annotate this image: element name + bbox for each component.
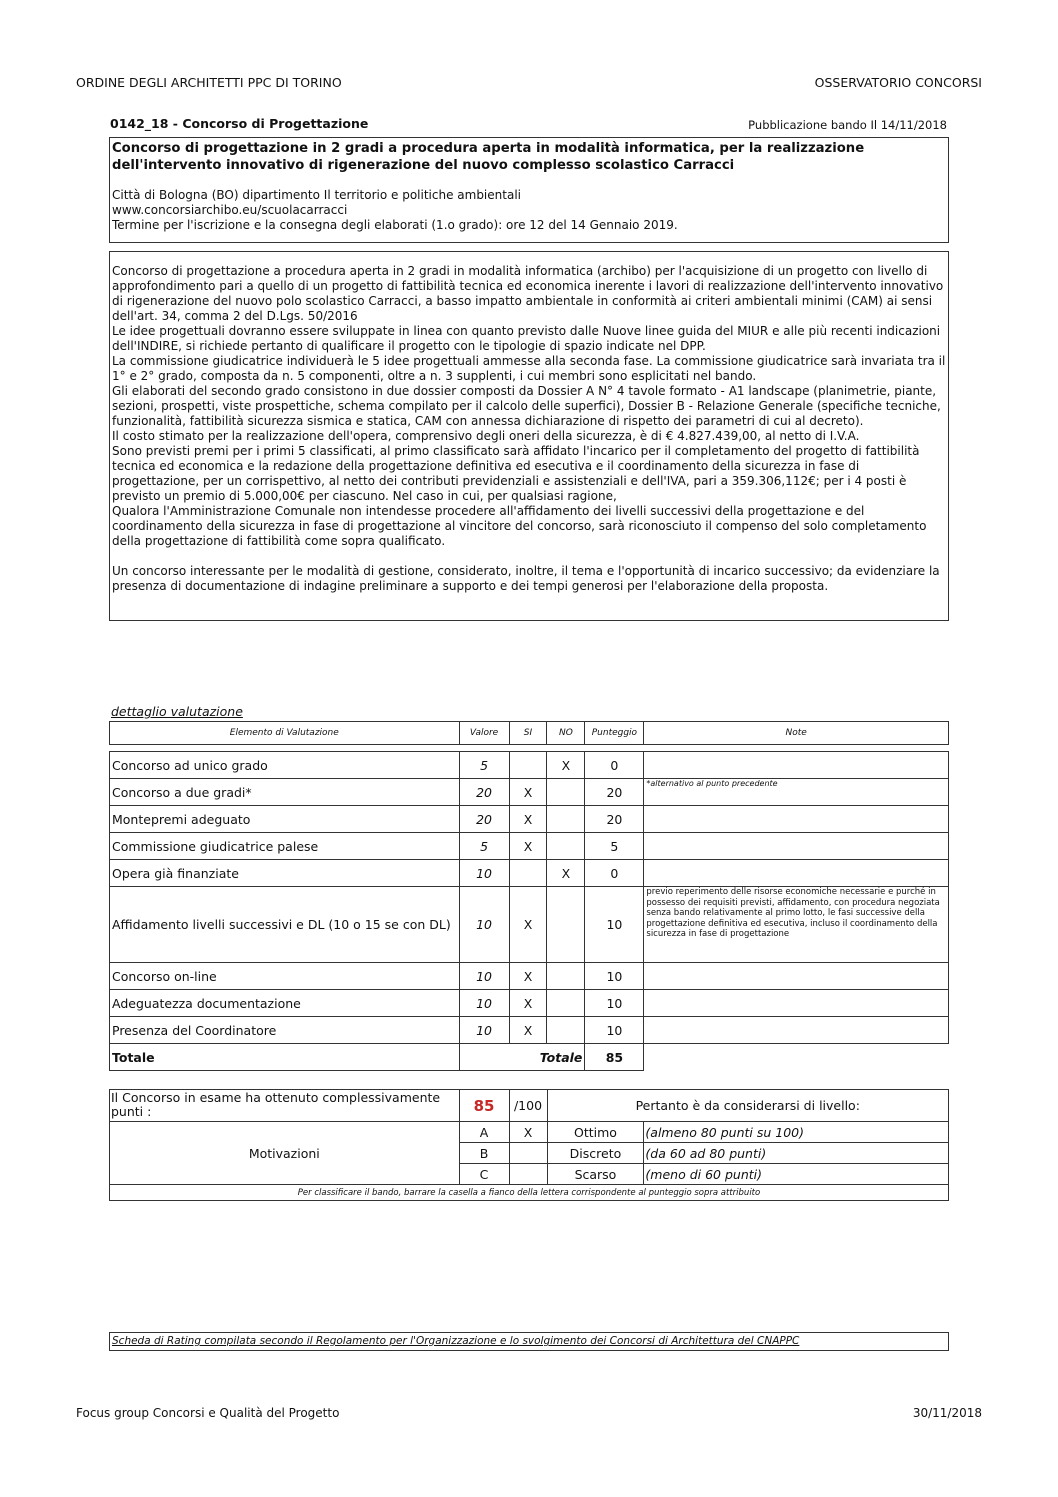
col-header-note: Note xyxy=(644,722,949,745)
score-summary-table xyxy=(109,1089,949,1201)
col-header-score: Punteggio xyxy=(585,722,644,745)
row-no xyxy=(547,779,585,806)
score-points: 85 xyxy=(459,1090,509,1122)
level-letter: A xyxy=(459,1122,509,1143)
table-row xyxy=(110,963,949,990)
row-element: Montepremi adeguato xyxy=(110,806,460,833)
score-out-of: /100 xyxy=(509,1090,547,1122)
row-value: 10 xyxy=(459,860,509,887)
row-note xyxy=(644,963,949,990)
row-element: Opera già finanziate xyxy=(110,860,460,887)
footer-left: Focus group Concorsi e Qualità del Progetto xyxy=(76,1406,340,1420)
row-value: 20 xyxy=(459,806,509,833)
description-box xyxy=(109,251,949,621)
row-note xyxy=(644,752,949,779)
description-paragraph: La commissione giudicatrice individuerà le 5 idee progettuali ammesse alla seconda fase. La commissione giudicatrice sarà invariata tra il 1° e 2° grado, composta da n. 5 componenti, oltre a n. 3 supplenti, i cui membri sono esplicitati nel bando. xyxy=(112,354,946,383)
header-right: OSSERVATORIO CONCORSI xyxy=(814,75,982,90)
evaluation-table xyxy=(109,721,949,1071)
row-value: 10 xyxy=(459,887,509,963)
competition-code: 0142_18 - Concorso di Progettazione xyxy=(110,116,369,131)
level-range: (da 60 ad 80 punti) xyxy=(644,1143,949,1164)
table-row xyxy=(110,833,949,860)
row-value: 10 xyxy=(459,1017,509,1044)
row-score: 20 xyxy=(585,806,644,833)
total-label: Totale xyxy=(110,1044,460,1071)
row-element: Concorso a due gradi* xyxy=(110,779,460,806)
row-no xyxy=(547,1017,585,1044)
level-name: Scarso xyxy=(547,1164,644,1185)
col-header-si: SI xyxy=(509,722,547,745)
level-checkbox[interactable] xyxy=(509,1143,547,1164)
row-no: X xyxy=(547,860,585,887)
deadline: Termine per l'iscrizione e la consegna degli elaborati (1.o grado): ore 12 del 14 Gennaio 2019. xyxy=(112,218,678,232)
row-no xyxy=(547,963,585,990)
description-paragraph: Gli elaborati del secondo grado consistono in due dossier composti da Dossier A N° 4 tavole formato - A1 landscape (planimetrie, piante, sezioni, prospetti, viste prospettiche, schema compilato per il calcolo delle superfici), Dossier B - Relazione Generale (specifiche tecniche, funzionalità, fattibilità sicurezza sismica e statica, CAM con annessa dichiarazione di rispetto dei parametri di cui al decreto). xyxy=(112,384,941,428)
description-paragraph: Un concorso interessante per le modalità di gestione, considerato, inoltre, il tema e l'opportunità di incarico successivo; da evidenziare la presenza di documentazione di indagine preliminare a supporto e dei tempi generosi per l'elaborazione della proposta. xyxy=(112,564,940,593)
row-note: previo reperimento delle risorse economiche necessarie e purché in possesso dei requisiti previsti, affidamento, con procedura negoziata senza bando relativamente al primo lotto, le fasi successive della progettazione definitiva ed esecutiva, incluso il coordinamento della sicurezza in fase di progettazione xyxy=(644,887,949,963)
score-text: Il Concorso in esame ha ottenuto complessivamente punti : xyxy=(110,1090,460,1122)
row-element: Affidamento livelli successivi e DL (10 o 15 se con DL) xyxy=(110,887,460,963)
row-element: Presenza del Coordinatore xyxy=(110,1017,460,1044)
col-header-element: Elemento di Valutazione xyxy=(110,722,460,745)
level-name: Ottimo xyxy=(547,1122,644,1143)
row-no xyxy=(547,990,585,1017)
row-value: 10 xyxy=(459,963,509,990)
level-row-a xyxy=(110,1122,949,1143)
level-name: Discreto xyxy=(547,1143,644,1164)
row-score: 0 xyxy=(585,860,644,887)
description-paragraph: Sono previsti premi per i primi 5 classificati, al primo classificato sarà affidato l'incarico per il completamento del progetto di fattibilità tecnica ed economica e la redazione della progettazione definitiva ed esecutiva e il coordinamento della sicurezza in fase di progettazione, per un corrispettivo, al netto dei contributi previdenziali e assistenziali e dell'IVA, pari a 359.306,112€; per i 4 posti è previsto un premio di 5.000,00€ per ciascuno. Nel caso in cui, per qualsiasi ragione, xyxy=(112,444,920,503)
row-si: X xyxy=(509,806,547,833)
total-label-right: Totale xyxy=(459,1044,585,1071)
col-header-no: NO xyxy=(547,722,585,745)
footnote-row xyxy=(110,1185,949,1201)
row-si: X xyxy=(509,887,547,963)
col-header-value: Valore xyxy=(459,722,509,745)
score-row xyxy=(110,1090,949,1122)
level-text: Pertanto è da considerarsi di livello: xyxy=(547,1090,949,1122)
competition-title: Concorso di progettazione in 2 gradi a procedura aperta in modalità informatica, per la realizzazione dell'intervento innovativo di rigenerazione del nuovo complesso scolastico Carracci xyxy=(112,141,865,173)
row-score: 10 xyxy=(585,887,644,963)
total-row xyxy=(110,1044,949,1071)
row-note xyxy=(644,860,949,887)
table-row xyxy=(110,752,949,779)
row-value: 5 xyxy=(459,752,509,779)
level-range: (almeno 80 punti su 100) xyxy=(644,1122,949,1143)
level-letter: C xyxy=(459,1164,509,1185)
table-row xyxy=(110,860,949,887)
description-paragraph: Il costo stimato per la realizzazione dell'opera, comprensivo degli oneri della sicurezza, è di € 4.827.439,00, al netto di I.V.A. xyxy=(112,429,860,443)
motivazioni-label: Motivazioni xyxy=(110,1122,460,1185)
level-checkbox[interactable]: X xyxy=(509,1122,547,1143)
row-si: X xyxy=(509,963,547,990)
row-note: *alternativo al punto precedente xyxy=(644,779,949,806)
row-value: 5 xyxy=(459,833,509,860)
table-row xyxy=(110,779,949,806)
row-score: 5 xyxy=(585,833,644,860)
row-si: X xyxy=(509,990,547,1017)
row-score: 10 xyxy=(585,990,644,1017)
table-row xyxy=(110,806,949,833)
contracting-entity: Città di Bologna (BO) dipartimento Il territorio e politiche ambientali xyxy=(112,188,521,202)
footer-right: 30/11/2018 xyxy=(912,1406,982,1420)
row-note xyxy=(644,1017,949,1044)
publication-date: Pubblicazione bando Il 14/11/2018 xyxy=(748,118,947,132)
level-range: (meno di 60 punti) xyxy=(644,1164,949,1185)
description-paragraph: Qualora l'Amministrazione Comunale non intendesse procedere all'affidamento dei livelli successivi della progettazione e del coordinamento della sicurezza in fase di progettazione al vincitore del concorso, sarà riconosciuto il compenso del solo completamento della progettazione di fattibilità come sopra qualificato. xyxy=(112,504,927,548)
table-header-row xyxy=(110,722,949,745)
title-box xyxy=(109,137,949,243)
row-si xyxy=(509,860,547,887)
row-si: X xyxy=(509,779,547,806)
description-paragraph: Concorso di progettazione a procedura aperta in 2 gradi in modalità informatica (archibo) per l'acquisizione di un progetto con livello di approfondimento pari a quello di un progetto di fattibilità tecnica ed economica inerente i lavori di realizzazione dell'intervento innovativo di rigenerazione del nuovo polo scolastico Carracci, a basso impatto ambientale in conformità ai criteri ambientali minimi (CAM) ai sensi dell'art. 34, comma 2 del D.Lgs. 50/2016 xyxy=(112,264,944,323)
row-element: Concorso on-line xyxy=(110,963,460,990)
row-value: 20 xyxy=(459,779,509,806)
row-note xyxy=(644,833,949,860)
row-no xyxy=(547,887,585,963)
table-row xyxy=(110,1017,949,1044)
row-no: X xyxy=(547,752,585,779)
row-score: 10 xyxy=(585,1017,644,1044)
row-element: Commissione giudicatrice palese xyxy=(110,833,460,860)
row-value: 10 xyxy=(459,990,509,1017)
row-note xyxy=(644,806,949,833)
evaluation-title: dettaglio valutazione xyxy=(111,704,243,719)
table-row xyxy=(110,887,949,963)
row-si: X xyxy=(509,833,547,860)
competition-website[interactable]: www.concorsiarchibo.eu/scuolacarracci xyxy=(112,203,348,217)
total-score: 85 xyxy=(585,1044,644,1071)
level-checkbox[interactable] xyxy=(509,1164,547,1185)
level-letter: B xyxy=(459,1143,509,1164)
score-footnote: Per classificare il bando, barrare la casella a fianco della lettera corrispondente al punteggio sopra attribuito xyxy=(110,1185,949,1201)
row-score: 10 xyxy=(585,963,644,990)
description-paragraph: Le idee progettuali dovranno essere sviluppate in linea con quanto previsto dalle Nuove linee guida del MIUR e alle più recenti indicazioni dell'INDIRE, si richiede pertanto di qualificare il progetto con le tipologie di spazio indicate nel DPP. xyxy=(112,324,941,353)
row-si: X xyxy=(509,1017,547,1044)
row-si xyxy=(509,752,547,779)
row-no xyxy=(547,806,585,833)
table-row xyxy=(110,990,949,1017)
row-element: Concorso ad unico grado xyxy=(110,752,460,779)
row-note xyxy=(644,990,949,1017)
rating-note: Scheda di Rating compilata secondo il Regolamento per l'Organizzazione e lo svolgimento dei Concorsi di Architettura del CNAPPC xyxy=(109,1332,949,1351)
header-left: ORDINE DEGLI ARCHITETTI PPC DI TORINO xyxy=(76,75,342,90)
row-score: 0 xyxy=(585,752,644,779)
row-score: 20 xyxy=(585,779,644,806)
row-element: Adeguatezza documentazione xyxy=(110,990,460,1017)
row-no xyxy=(547,833,585,860)
